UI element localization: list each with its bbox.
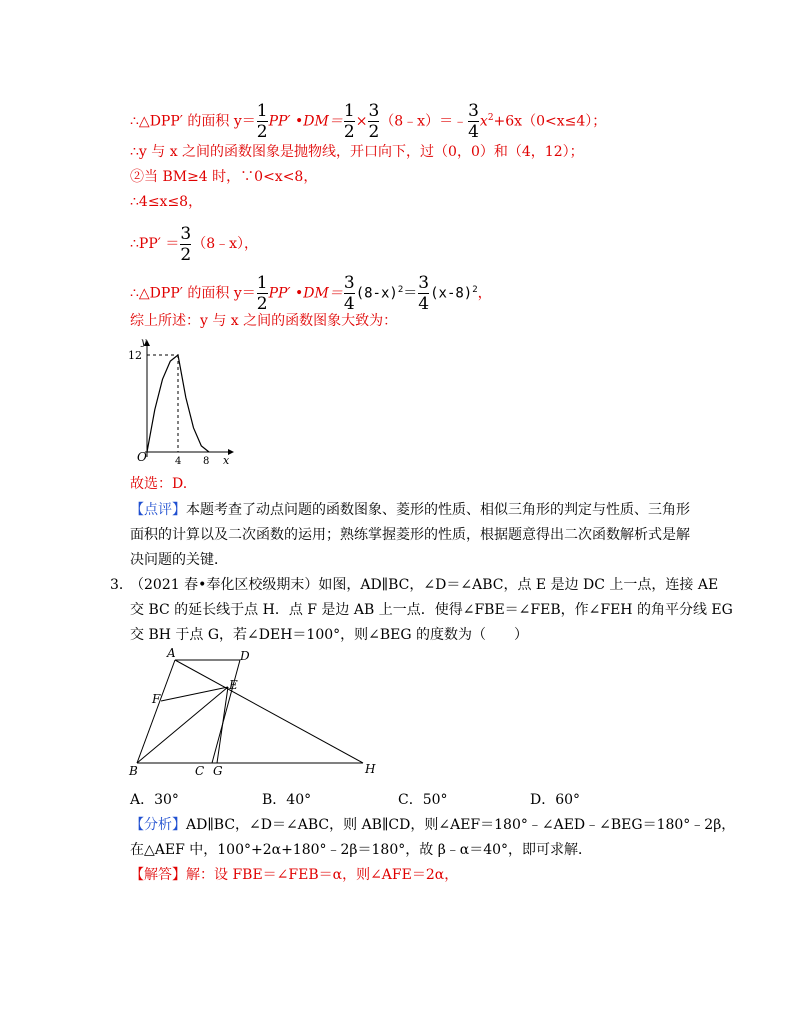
fraction-three-quarter-3: $\frac{3}{4}$ — [418, 273, 430, 315]
comment-line-3: 决问题的关键． — [130, 552, 228, 568]
fraction-three-half: $\frac{3}{2}$ — [368, 101, 380, 143]
circled-number: ② — [130, 169, 144, 185]
label-B: B — [129, 764, 138, 778]
segment-EG — [217, 687, 228, 763]
label-H: H — [365, 762, 376, 776]
segment-FE — [161, 687, 228, 701]
comment-tag: 【点评】 — [130, 502, 186, 518]
problem-line-2: 交 BC 的延长线于点 H．点 F 是边 AB 上一点．使得∠FBE＝∠FEB，作∠FEH 的角平分线 EG — [130, 602, 733, 618]
segment-AH — [175, 660, 363, 763]
answer-line-1: 【解答】解：设 FBE＝∠FEB＝α，则∠AFE＝2α， — [130, 867, 459, 883]
fraction-three-half-2: $\frac{3}{2}$ — [180, 223, 192, 265]
fraction-three-quarter-2: $\frac{3}{4}$ — [343, 273, 355, 315]
x-tick-label-4: 4 — [175, 456, 182, 467]
fraction-half-3: $\frac{1}{2}$ — [256, 273, 268, 315]
label-A: A — [167, 646, 176, 660]
solution-line-4: ∴4≤x≤8， — [130, 194, 203, 210]
answer-tag: 【解答】 — [130, 867, 186, 883]
x-axis-label: x — [223, 454, 230, 467]
problem-number: 3． — [110, 577, 133, 593]
fraction-half-2: $\frac{1}{2}$ — [343, 101, 355, 143]
label-E: E — [229, 678, 238, 692]
solution-line-6: ∴△DPP′ 的面积 y＝ $\frac{1}{2}$ PP′ •DM＝ $\frac{3}{4}$ $(8-x)^2=$ $\frac{3}{4}$ $(x-8)^2$， — [130, 273, 492, 315]
solution-line-7: 综上所述：y 与 x 之间的函数图象大致为： — [130, 313, 398, 329]
y-axis-label: y — [141, 337, 147, 348]
option-d: D．60° — [530, 792, 581, 808]
label-F: F — [152, 692, 161, 706]
comment-line-1: 【点评】本题考查了动点问题的函数图象、菱形的性质、相似三角形的判定与性质、三角形 — [130, 502, 690, 518]
solution-line-3: ②当 BM≥4 时，∵0<x<8， — [130, 169, 318, 185]
solution-line-1: ∴△DPP′ 的面积 y＝ $\frac{1}{2}$ PP′ •DM＝ $\frac{1}{2}$ × $\frac{3}{2}$ （8﹣x）＝﹣ $\frac{3}{4}$ $x^2+6x(0<x\le 4)$； — [130, 101, 607, 143]
function-graph — [125, 335, 245, 470]
option-a: A．30° — [130, 792, 179, 808]
option-b: B．40° — [262, 792, 312, 808]
fraction-three-quarter: $\frac{3}{4}$ — [468, 101, 479, 143]
problem-line-1: （2021 春•奉化区校级期末）如图，AD∥BC，∠D＝∠ABC，点 E 是边 DC 上一点，连接 AE — [130, 577, 719, 593]
label-G: G — [213, 764, 223, 778]
label-D: D — [240, 649, 250, 663]
analysis-line-1: 【分析】AD∥BC，∠D＝∠ABC，则 AB∥CD，则∠AEF＝180°﹣∠AED﹣∠BEG＝180°﹣2β， — [130, 817, 736, 833]
origin-label: O — [137, 450, 147, 464]
segment-DC — [212, 660, 240, 763]
solution-line-5: ∴PP′ ＝ $\frac{3}{2}$ （8﹣x）， — [130, 223, 259, 265]
y-tick-label: 12 — [128, 349, 142, 362]
problem-line-3: 交 BH 于点 G，若∠DEH＝100°，则∠BEG 的度数为（ ） — [130, 627, 529, 643]
comment-line-2: 面积的计算以及二次函数的运用；熟练掌握菱形的性质，根据题意得出二次函数解析式是解 — [130, 527, 690, 543]
analysis-line-2: 在△AEF 中，100°+2α+180°﹣2β＝180°，故 β﹣α＝40°，即可求解． — [130, 842, 593, 858]
solution-line-2: ∴y 与 x 之间的函数图象是抛物线，开口向下，过（0，0）和（4，12）； — [130, 144, 584, 160]
fraction-half: $\frac{1}{2}$ — [256, 101, 268, 143]
x-tick-label-8: 8 — [203, 456, 210, 467]
option-c: C．50° — [398, 792, 448, 808]
geometry-figure — [125, 645, 385, 780]
analysis-tag: 【分析】 — [130, 817, 186, 833]
answer-choice: 故选：D. — [130, 476, 188, 492]
label-C: C — [195, 764, 205, 778]
